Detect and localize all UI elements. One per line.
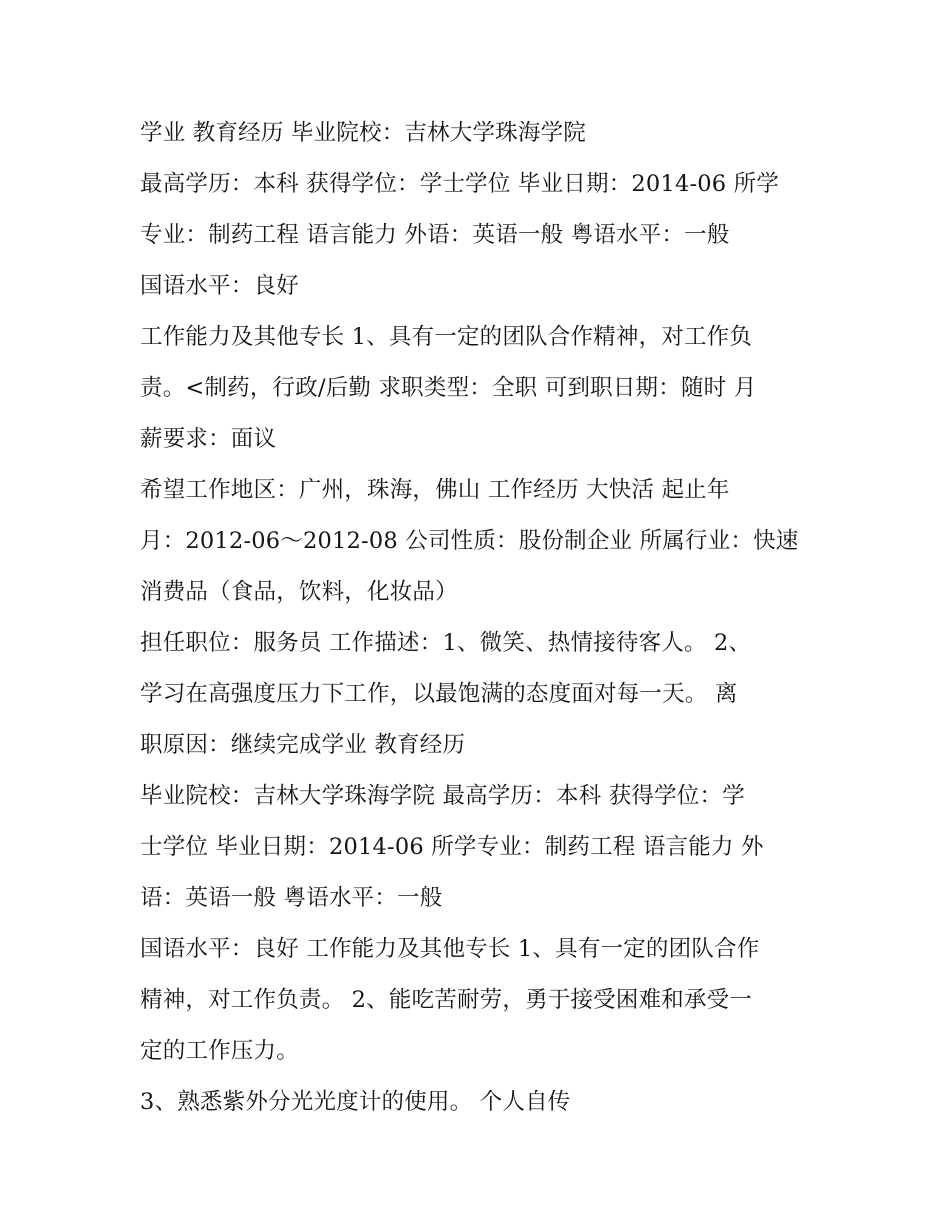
text-line: 语：英语一般 粤语水平：一般 xyxy=(140,885,443,911)
text-line: 学业 教育经历 毕业院校：吉林大学珠海学院 xyxy=(140,120,587,146)
text-line: 定的工作压力。 xyxy=(140,1038,299,1064)
text-line: 精神，对工作负责。 2、能吃苦耐劳，勇于接受困难和承受一 xyxy=(140,987,753,1013)
text-line: 工作能力及其他专长 1、具有一定的团队合作精神，对工作负 xyxy=(140,324,753,350)
text-line: 职原因：继续完成学业 教育经历 xyxy=(140,732,466,758)
text-line: 专业：制药工程 语言能力 外语：英语一般 粤语水平：一般 xyxy=(140,222,730,248)
text-line: 担任职位：服务员 工作描述：1、微笑、热情接待客人。 2、 xyxy=(140,630,752,656)
text-line: 消费品（食品，饮料，化妆品） xyxy=(140,579,458,605)
document-body xyxy=(140,108,812,1128)
text-line: 希望工作地区：广州，珠海，佛山 工作经历 大快活 起止年 xyxy=(140,477,730,503)
text-line: 士学位 毕业日期：2014-06 所学专业：制药工程 语言能力 外 xyxy=(140,834,764,860)
text-line: 责。<制药，行政/后勤 求职类型：全职 可到职日期：随时 月 xyxy=(140,375,757,401)
text-line: 最高学历：本科 获得学位：学士学位 毕业日期：2014-06 所学 xyxy=(140,171,780,197)
text-line: 薪要求：面议 xyxy=(140,426,277,452)
text-line: 国语水平：良好 xyxy=(140,273,299,299)
text-line: 国语水平：良好 工作能力及其他专长 1、具有一定的团队合作 xyxy=(140,936,760,962)
text-line: 毕业院校：吉林大学珠海学院 最高学历：本科 获得学位：学 xyxy=(140,783,745,809)
text-line: 学习在高强度压力下工作，以最饱满的态度面对每一天。 离 xyxy=(140,681,738,707)
text-line: 月：2012-06～2012-08 公司性质：股份制企业 所属行业：快速 xyxy=(140,528,799,554)
text-line: 3、熟悉紫外分光光度计的使用。 个人自传 xyxy=(140,1089,571,1115)
